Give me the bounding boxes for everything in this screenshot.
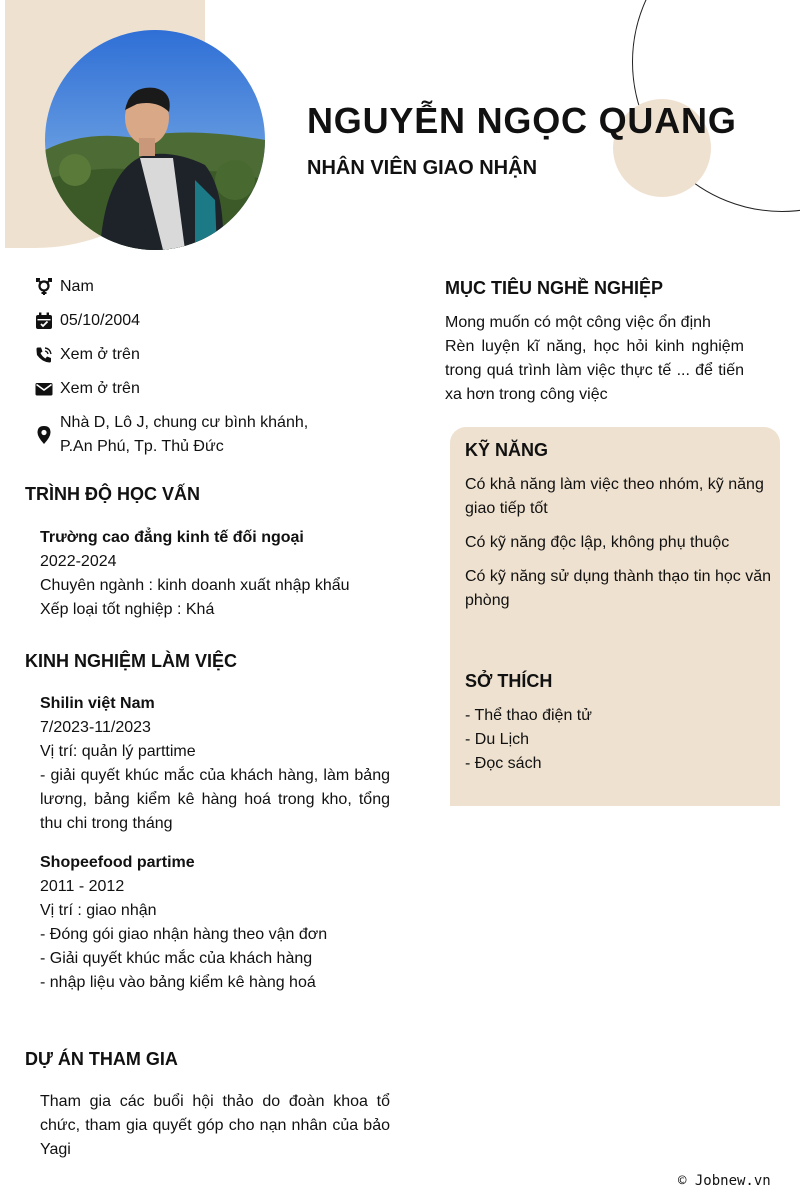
job-detail: - nhập liệu vào bảng kiểm kê hàng hoá	[40, 974, 316, 991]
education-grade: Xếp loại tốt nghiệp : Khá	[40, 601, 215, 618]
projects-text: Tham gia các buổi hội thảo do đoàn khoa tổ chức, tham gia quyết góp cho nạn nhân của bảo Yagi	[40, 1093, 390, 1158]
phone-icon	[34, 345, 54, 365]
projects-heading: DỰ ÁN THAM GIA	[25, 1049, 178, 1069]
objective-line: Mong muốn có một công việc ổn định	[445, 314, 711, 331]
company-name: Shilin việt Nam	[40, 695, 155, 712]
calendar-icon	[34, 311, 54, 331]
company-name: Shopeefood partime	[40, 854, 195, 871]
footer-copyright: © Jobnew.vn	[678, 1173, 771, 1189]
profile-photo	[45, 30, 265, 250]
job-position: Vị trí: quản lý parttime	[40, 743, 196, 760]
job-position: Vị trí : giao nhận	[40, 902, 157, 919]
location-pin-icon	[34, 425, 54, 445]
skills-heading: KỸ NĂNG	[465, 440, 549, 460]
job-period: 2011 - 2012	[40, 878, 125, 895]
hobby-item: - Đọc sách	[465, 755, 542, 772]
experience-heading: KINH NGHIỆM LÀM VIỆC	[25, 651, 238, 671]
phone-value: Xem ở trên	[60, 346, 140, 363]
skills-list	[465, 473, 780, 623]
email-value: Xem ở trên	[60, 380, 140, 397]
job-title: NHÂN VIÊN GIAO NHẬN	[307, 157, 538, 179]
education-heading: TRÌNH ĐỘ HỌC VẤN	[25, 484, 200, 504]
address-line-2: P.An Phú, Tp. Thủ Đức	[60, 438, 224, 455]
hobbies-heading: SỞ THÍCH	[465, 671, 553, 691]
education-major: Chuyên ngành : kinh doanh xuất nhập khẩu	[40, 577, 350, 594]
job-detail: - Giải quyết khúc mắc của khách hàng	[40, 950, 313, 967]
address-line-1: Nhà D, Lô J, chung cư bình khánh,	[60, 414, 309, 431]
objective-section	[445, 311, 744, 407]
hobbies-list	[465, 704, 765, 776]
birthday-value: 05/10/2004	[60, 312, 141, 329]
contact-address	[34, 411, 364, 459]
hobby-item: - Du Lịch	[465, 731, 530, 748]
skill-item: Có kỹ năng sử dụng thành thạo tin học văn phòng	[465, 568, 772, 609]
contact-info	[34, 275, 364, 469]
contact-email	[34, 377, 364, 401]
objective-heading: MỤC TIÊU NGHỀ NGHIỆP	[445, 278, 664, 298]
education-section	[40, 526, 390, 622]
contact-phone	[34, 343, 364, 367]
candidate-name: NGUYỄN NGỌC QUANG	[307, 100, 737, 141]
hobby-item: - Thể thao điện tử	[465, 707, 592, 724]
gender-value: Nam	[60, 278, 94, 295]
email-icon	[34, 379, 54, 399]
skill-item: Có khả năng làm việc theo nhóm, kỹ năng giao tiếp tốt	[465, 476, 764, 517]
skill-item: Có kỹ năng độc lập, không phụ thuộc	[465, 534, 730, 551]
job-detail: - Đóng gói giao nhận hàng theo vận đơn	[40, 926, 328, 943]
address-value	[60, 411, 308, 459]
school-name: Trường cao đẳng kinh tế đối ngoại	[40, 529, 304, 546]
objective-line: Rèn luyện kĩ năng, học hỏi kinh nghiệm trong quá trình làm việc thực tế ... để tiến xa hơn trong công việc	[445, 338, 744, 403]
gender-icon	[34, 277, 54, 297]
experience-item	[40, 851, 390, 995]
contact-birthday	[34, 309, 364, 333]
education-years: 2022-2024	[40, 553, 117, 570]
job-period: 7/2023-11/2023	[40, 719, 151, 736]
experience-item	[40, 692, 390, 836]
job-detail: - giải quyết khúc mắc của khách hàng, làm bảng lương, bảng kiểm kê hàng hoá trong kho, tổng thu chi trong tháng	[40, 767, 390, 832]
contact-gender	[34, 275, 364, 299]
